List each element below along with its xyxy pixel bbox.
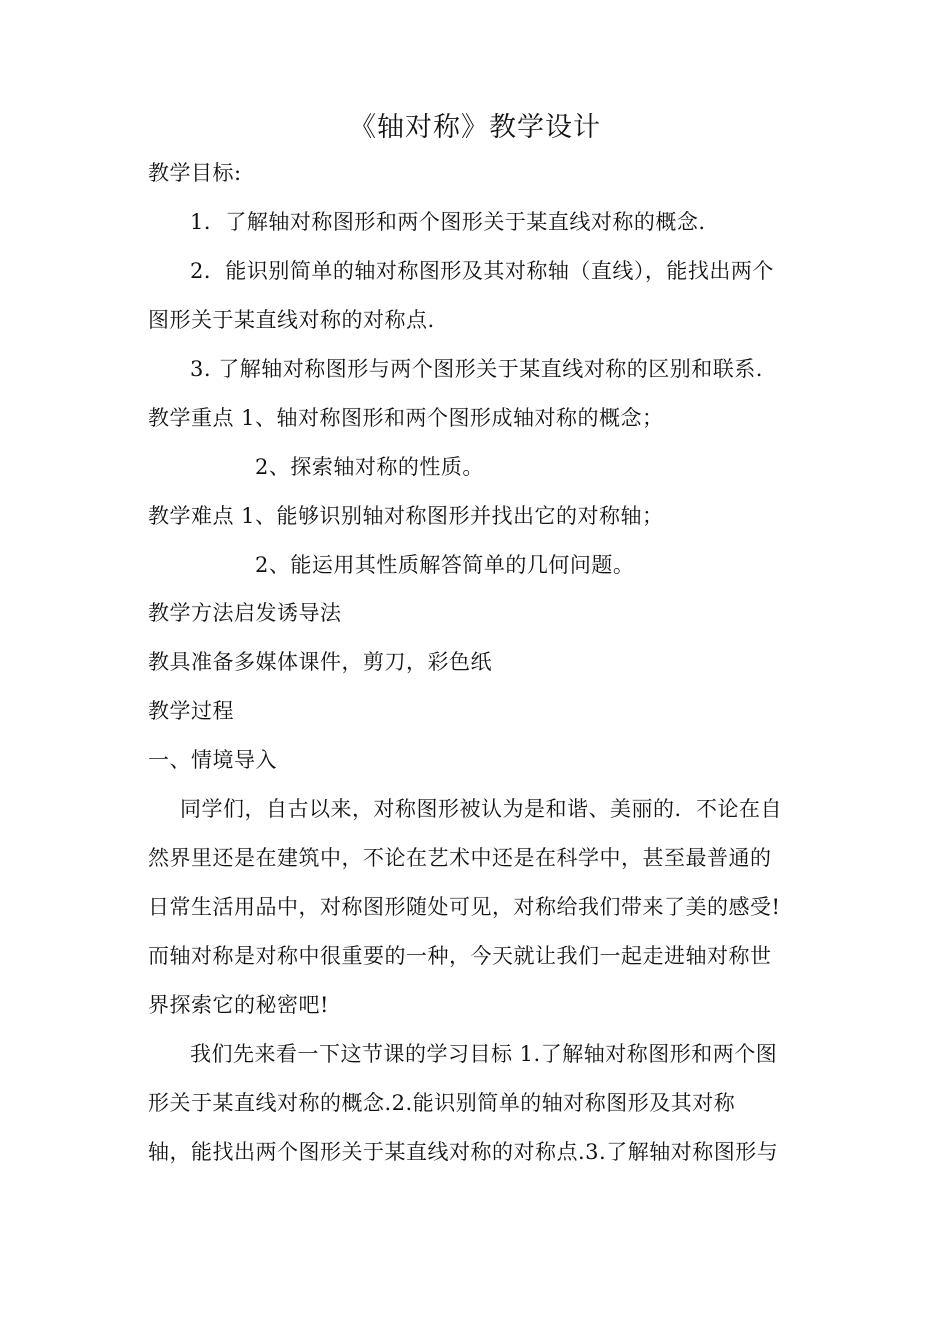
difficulty-2: 2、能运用其性质解答简单的几何问题。 bbox=[255, 553, 635, 577]
intro-paragraph-2-line-1: 我们先来看一下这节课的学习目标 1.了解轴对称图形和两个图 bbox=[190, 1042, 778, 1066]
key-point-2: 2、探索轴对称的性质。 bbox=[255, 455, 484, 479]
section-1-heading: 一、情境导入 bbox=[148, 748, 277, 772]
intro-paragraph-1-line-4: 而轴对称是对称中很重要的一种，今天就让我们一起走进轴对称世 bbox=[148, 944, 772, 968]
objective-3: 3. 了解轴对称图形与两个图形关于某直线对称的区别和联系. bbox=[190, 357, 763, 381]
objective-1: 1．了解轴对称图形和两个图形关于某直线对称的概念. bbox=[190, 210, 706, 234]
objective-2-line-2: 图形关于某直线对称的对称点. bbox=[148, 308, 435, 332]
intro-paragraph-1-line-2: 然界里还是在建筑中，不论在艺术中还是在科学中，甚至最普通的 bbox=[148, 846, 772, 870]
document-title: 《轴对称》教学设计 bbox=[349, 112, 601, 143]
intro-paragraph-2-line-3: 轴，能找出两个图形关于某直线对称的对称点.3.了解轴对称图形与 bbox=[148, 1140, 779, 1164]
intro-paragraph-2-line-2: 形关于某直线对称的概念.2.能识别简单的轴对称图形及其对称 bbox=[148, 1091, 736, 1115]
teaching-tools: 教具准备多媒体课件，剪刀，彩色纸 bbox=[148, 650, 492, 674]
objective-2-line-1: 2．能识别简单的轴对称图形及其对称轴（直线），能找出两个 bbox=[190, 259, 774, 283]
intro-paragraph-1-line-5: 界探索它的秘密吧! bbox=[148, 993, 329, 1017]
process-heading: 教学过程 bbox=[148, 699, 234, 723]
teaching-method: 教学方法启发诱导法 bbox=[148, 601, 342, 625]
key-point-1: 教学重点 1、轴对称图形和两个图形成轴对称的概念； bbox=[148, 406, 664, 430]
objectives-heading: 教学目标: bbox=[148, 161, 242, 185]
intro-paragraph-1-line-1: 同学们，自古以来，对称图形被认为是和谐、美丽的．不论在自 bbox=[180, 797, 782, 821]
difficulty-1: 教学难点 1、能够识别轴对称图形并找出它的对称轴； bbox=[148, 504, 664, 528]
intro-paragraph-1-line-3: 日常生活用品中，对称图形随处可见，对称给我们带来了美的感受! bbox=[148, 895, 781, 919]
